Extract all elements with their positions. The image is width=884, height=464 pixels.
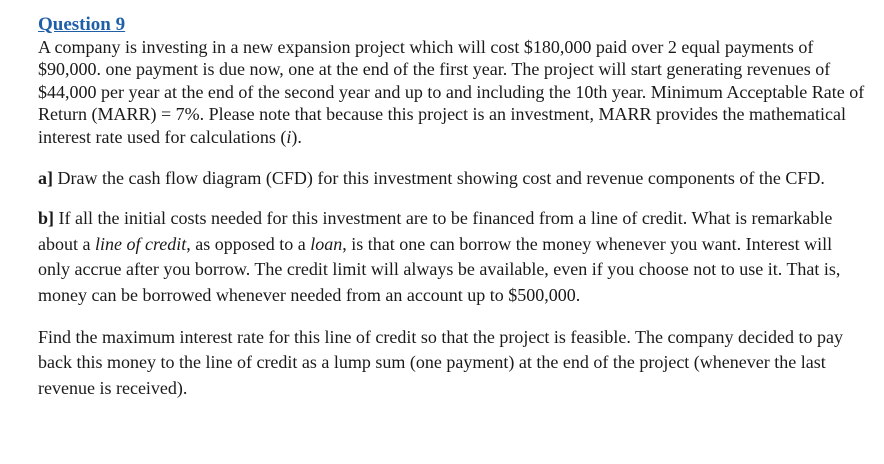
intro-text-end: ). (291, 126, 302, 147)
intro-paragraph (38, 36, 868, 148)
part-a-paragraph (38, 167, 868, 189)
part-b-text-2: , as opposed to a (186, 233, 311, 254)
part-a-text: Draw the cash flow diagram (CFD) for this investment showing cost and revenue components of the CFD. (53, 168, 825, 189)
intro-text: A company is investing in a new expansion project which will cost $180,000 paid over 2 equal payments of $90,000. one payment is due now, one at the end of the first year. The project will start generating revenues of $44,000 per year at the end of the second year and up to and including the 10th year. Minimum Acceptable Rate of Return (MARR) = 7%. Please note that because this project is an investment, MARR provides the mathematical interest rate used for calculations ( (38, 37, 865, 147)
part-b-text-1: If all the initial costs needed for this investment are to be financed from a line of credit. What is remarkable about a (38, 208, 833, 254)
part-b-text-3: , is that one can borrow the money whenever you want. Interest will only accrue after you borrow. The credit limit will always be available, even if you choose not to use it. That is, money can be borrowed whenever needed from an account up to $500,000. (38, 233, 841, 305)
line-of-credit-term: line of credit (94, 233, 187, 254)
part-a-label: a] (38, 168, 53, 189)
loan-term: loan (310, 233, 343, 254)
part-b-paragraph (38, 206, 868, 308)
question-title: Question 9 (38, 14, 126, 35)
part-b-label: b] (38, 208, 55, 229)
interest-symbol: i (286, 126, 292, 147)
find-paragraph: Find the maximum interest rate for this line of credit so that the project is feasible. The company decided to pay back this money to the line of credit as a lump sum (one payment) at the end of the project (whenever the last revenue is received). (38, 327, 843, 398)
question-document (38, 14, 868, 401)
